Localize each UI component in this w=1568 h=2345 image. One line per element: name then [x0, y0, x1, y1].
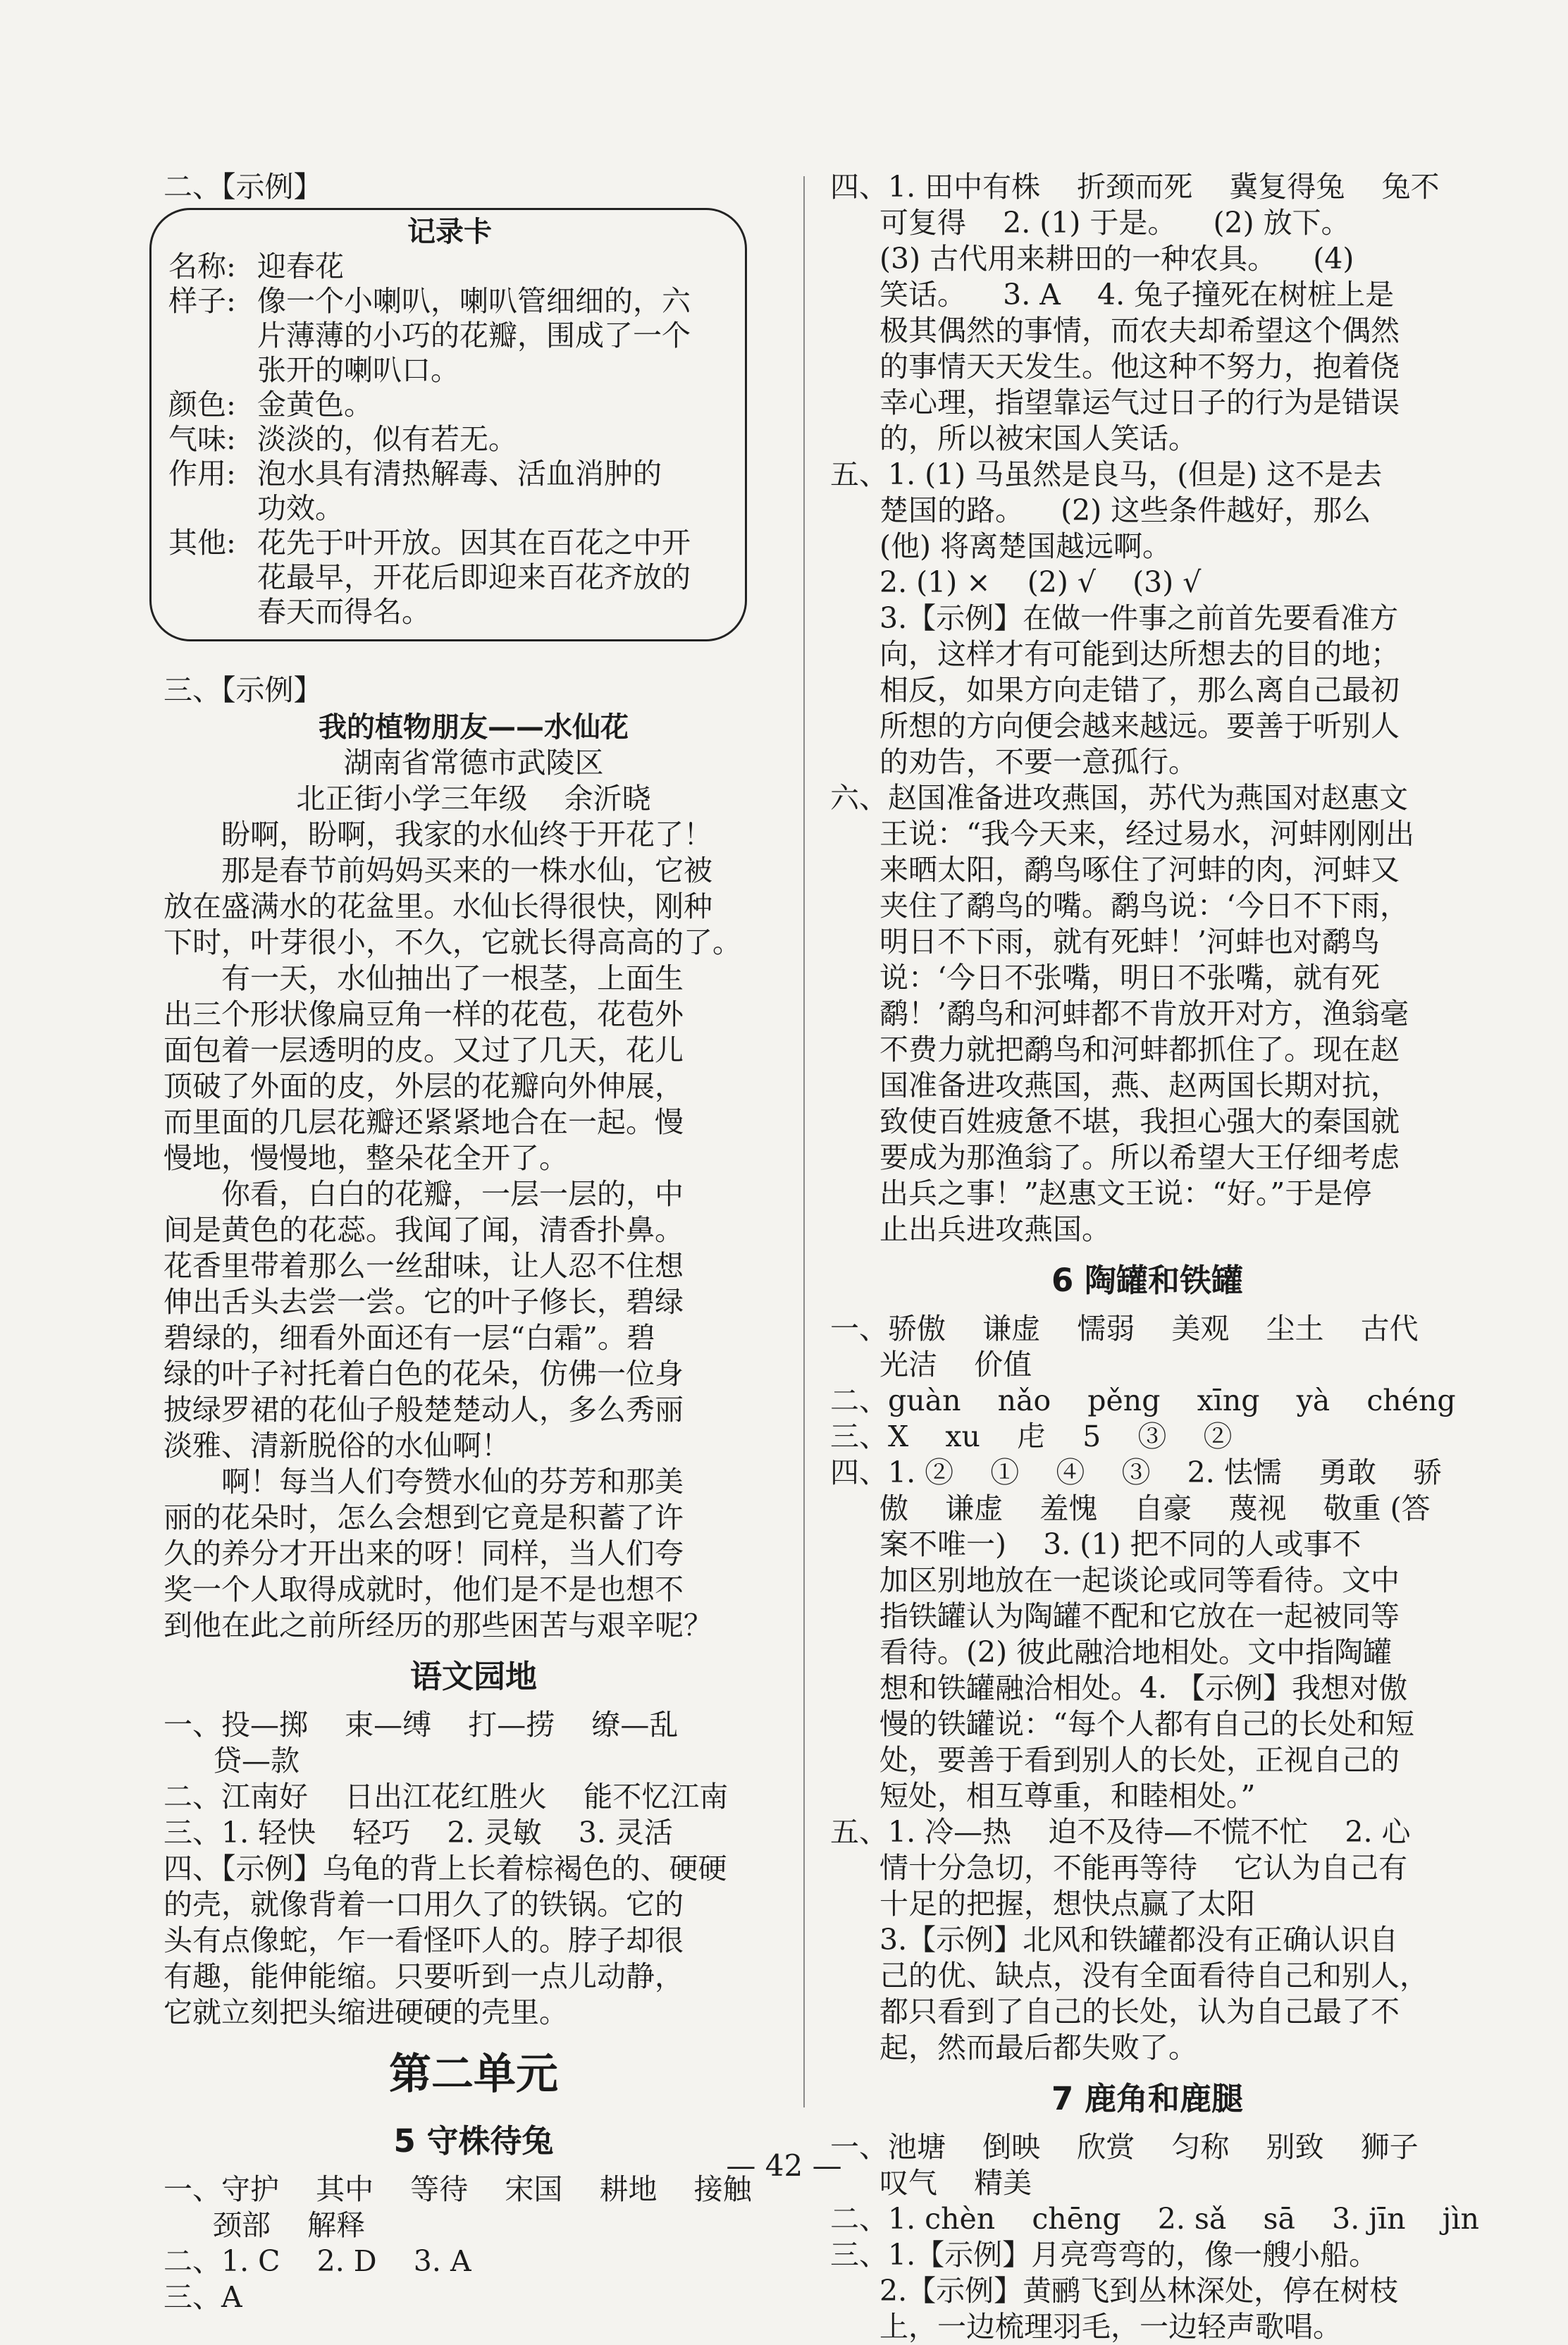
card-value-line: 泡水具有清热解毒、活血消肿的: [257, 457, 662, 491]
answer-line: 指铁罐认为陶罐不配和它放在一起被同等: [879, 1599, 1400, 1633]
unit-title: 第二单元: [389, 2050, 558, 2099]
answer-line: 幸心理，指望靠运气过日子的行为是错误: [879, 386, 1400, 419]
answer-line: 情十分急切，不能再等待 它认为自己有: [879, 1851, 1408, 1885]
card-row: [168, 457, 731, 526]
article-line: 下时，叶芽很小，不久，它就长得高高的了。: [163, 925, 741, 959]
article-line: 你看，白白的花瓣，一层一层的，中: [221, 1177, 684, 1211]
lesson-title: 7 鹿角和鹿腿: [1051, 2080, 1243, 2117]
card-value-line: 功效。: [257, 491, 344, 525]
article-title: 我的植物朋友——水仙花: [319, 711, 629, 744]
answer-line: 处，要善于看到别人的长处，正视自己的: [879, 1743, 1400, 1777]
answer-line: 3.【示例】在做一件事之前首先要看准方: [879, 601, 1399, 635]
answer-line: 三、A: [163, 2280, 242, 2314]
answer-line: 它就立刻把头缩进硬硬的壳里。: [163, 1995, 568, 2029]
article-line: 奖一个人取得成就时，他们是不是也想不: [163, 1572, 684, 1606]
answer-line: 楚国的路。 (2) 这些条件越好，那么: [879, 493, 1371, 527]
card-field-value: [257, 284, 691, 388]
card-field-value: [257, 250, 344, 284]
card-value-line: 像一个小喇叭，喇叭管细细的，六: [257, 284, 691, 318]
answer-line: 所想的方向便会越来越远。要善于听别人: [879, 709, 1400, 743]
answer-line: 二、1. chèn chēng 2. sǎ sā 3. jīn jìn: [830, 2202, 1479, 2236]
answer-line: 二、guàn nǎo pěng xīng yà chéng: [830, 1384, 1456, 1417]
answer-line: 有趣，能伸能缩。只要听到一点儿动静，: [163, 1959, 684, 1993]
answer-line: (他) 将离楚国越远啊。: [879, 529, 1172, 563]
answer-line: 不费力就把鹬鸟和河蚌都抓住了。现在赵: [879, 1033, 1400, 1066]
card-value-line: 花最早，开花后即迎来百花齐放的: [257, 560, 691, 594]
card-value-line: 片薄薄的小巧的花瓣，围成了一个: [257, 319, 691, 352]
section-heading: 三、【示例】: [163, 673, 323, 707]
card-field-value: [257, 388, 373, 422]
article-line: 绿的叶子衬托着白色的花朵，仿佛一位身: [163, 1357, 684, 1391]
answer-line: 六、赵国准备进攻燕国，苏代为燕国对赵惠文: [830, 781, 1408, 815]
column-divider: [803, 176, 805, 2107]
answer-line: 三、X xu 虍 5 ③ ②: [830, 1420, 1233, 1453]
card-value-line: 花先于叶开放。因其在百花之中开: [257, 526, 691, 560]
answer-line: 2. (1) × (2) √ (3) √: [879, 565, 1202, 599]
answer-line: 2.【示例】黄鹂飞到丛林深处，停在树枝: [879, 2274, 1399, 2308]
lesson-title: 5 守株待兔: [393, 2122, 554, 2160]
article-line: 丽的花朵时，怎么会想到它竟是积蓄了许: [163, 1501, 684, 1534]
section-title: 语文园地: [409, 1658, 537, 1695]
answer-line: 慢的铁罐说：“每个人都有自己的长处和短: [879, 1707, 1414, 1741]
card-field-value: [257, 457, 662, 526]
card-field-label: 气味:: [168, 422, 236, 456]
yuwen-answers: [163, 1707, 784, 2031]
card-field-label: 作用:: [168, 457, 236, 491]
card-title: 记录卡: [407, 216, 492, 248]
card-field-label: 颜色:: [168, 388, 236, 421]
answer-line: 案不唯一) 3. (1) 把不同的人或事不: [879, 1527, 1362, 1561]
answer-line: 四、1. ② ① ④ ③ 2. 怯懦 勇敢 骄: [830, 1455, 1443, 1489]
answer-line: 短处，相互尊重，和睦相处。”: [879, 1779, 1256, 1813]
card-rows: [168, 250, 731, 629]
card-row: [168, 526, 731, 629]
answer-line: (3) 古代用来耕田的一种农具。 (4): [879, 242, 1354, 276]
answer-line: 四、1. 田中有株 折颈而死 冀复得兔 兔不: [830, 170, 1440, 204]
card-field-label: 其他:: [168, 526, 236, 560]
answer-line: 一、守护 其中 等待 宋国 耕地 接触: [163, 2172, 752, 2206]
answer-line: 可复得 2. (1) 于是。 (2) 放下。: [879, 206, 1350, 240]
answer-line: 出兵之事！”赵惠文王说：“好。”于是停: [879, 1176, 1372, 1210]
article-line: 面包着一层透明的皮。又过了几天，花儿: [163, 1033, 684, 1067]
article-line: 有一天，水仙抽出了一根茎，上面生: [221, 961, 684, 995]
article-line: 间是黄色的花蕊。我闻了闻，清香扑鼻。: [163, 1213, 684, 1247]
answer-line: 二、1. C 2. D 3. A: [163, 2244, 471, 2278]
article-byline: 湖南省常德市武陵区: [343, 746, 604, 780]
answer-line: 三、1. 轻快 轻巧 2. 灵敏 3. 灵活: [163, 1816, 673, 1849]
article-line: 久的养分才开出来的呀！同样，当人们夸: [163, 1537, 684, 1570]
card-row: [168, 422, 731, 457]
article-line: 顶破了外面的皮，外层的花瓣向外伸展，: [163, 1069, 684, 1103]
card-field-label: 样子:: [168, 284, 236, 318]
lesson5-answers: [163, 2172, 784, 2315]
answer-line: 五、1. (1) 马虽然是良马，(但是) 这不是去: [830, 457, 1383, 491]
answer-line: 三、1.【示例】月亮弯弯的，像一艘小船。: [830, 2238, 1378, 2272]
answer-line: 头有点像蛇，乍一看怪吓人的。脖子却很: [163, 1924, 684, 1957]
answer-line: 极其偶然的事情，而农夫却希望这个偶然: [879, 314, 1400, 347]
answer-line: 己的优、缺点，没有全面看待自己和别人，: [879, 1959, 1428, 1993]
article-line: 啊！每当人们夸赞水仙的芬芳和那美: [221, 1465, 684, 1498]
answer-line: 笑话。 3. A 4. 兔子撞死在树桩上是: [879, 278, 1395, 312]
article-line: 盼啊，盼啊，我家的水仙终于开花了！: [221, 818, 712, 851]
answer-line: 一、池塘 倒映 欣赏 匀称 别致 狮子: [830, 2130, 1419, 2164]
card-value-line: 春天而得名。: [257, 595, 431, 629]
card-field-value: [257, 422, 517, 457]
answer-line: 的壳，就像背着一口用久了的铁锅。它的: [163, 1888, 684, 1921]
card-field-value: [257, 526, 691, 629]
answer-line: 光洁 价值: [879, 1348, 1032, 1381]
answer-line: 上，一边梳理羽毛，一边轻声歌唱。: [879, 2310, 1342, 2344]
article-line: 淡雅、清新脱俗的水仙啊！: [163, 1429, 510, 1463]
answer-line: 傲 谦虚 羞愧 自豪 蔑视 敬重 (答: [879, 1491, 1431, 1525]
article-line: 碧绿的，细看外面还有一层“白霜”。碧: [163, 1321, 655, 1355]
article-line: 而里面的几层花瓣还紧紧地合在一起。慢: [163, 1105, 684, 1139]
lesson5-answers-cont: [830, 169, 1464, 1248]
answer-line: 加区别地放在一起谈论或同等看待。文中: [879, 1563, 1400, 1597]
article-line: 那是春节前妈妈买来的一株水仙，它被: [221, 854, 712, 887]
card-value-line: 金黄色。: [257, 388, 373, 421]
article-line: 慢地，慢慢地，整朵花全开了。: [163, 1141, 568, 1175]
answer-line: 一、骄傲 谦虚 懦弱 美观 尘土 古代: [830, 1312, 1419, 1346]
answer-line: 说：‘今日不张嘴，明日不张嘴，就有死: [879, 961, 1381, 995]
answer-line: 王说：“我今天来，经过易水，河蚌刚刚出: [879, 817, 1414, 851]
lesson6-answers: [830, 1311, 1464, 2066]
answer-line: 都只看到了自己的长处，认为自己最了不: [879, 1995, 1400, 2029]
article-line: 出三个形状像扁豆角一样的花苞，花苞外: [163, 997, 684, 1031]
answer-line: 十足的把握，想快点赢了太阳: [879, 1887, 1255, 1921]
answer-line: 止出兵进攻燕国。: [879, 1212, 1111, 1246]
article-line: 放在盛满水的花盆里。水仙长得很快，刚种: [163, 890, 712, 923]
answer-line: 鹬！’鹬鸟和河蚌都不肯放开对方，渔翁毫: [879, 997, 1409, 1030]
answer-line: 叹气 精美: [879, 2166, 1032, 2200]
answer-line: 要成为那渔翁了。所以希望大王仔细考虑: [879, 1140, 1400, 1174]
card-value-line: 淡淡的，似有若无。: [257, 422, 517, 456]
answer-line: 四、【示例】乌龟的背上长着棕褐色的、硬硬: [163, 1852, 727, 1885]
article-line: 伸出舌头去尝一尝。它的叶子修长，碧绿: [163, 1285, 684, 1319]
answer-line: 致使百姓疲惫不堪，我担心强大的秦国就: [879, 1104, 1400, 1138]
card-row: [168, 250, 731, 284]
article-body: [163, 817, 784, 1644]
article-line: 披绿罗裙的花仙子般楚楚动人，多么秀丽: [163, 1393, 684, 1427]
card-row: [168, 284, 731, 388]
answer-line: 相反，如果方向走错了，那么离自己最初: [879, 673, 1400, 707]
record-card: [149, 208, 747, 641]
answer-line: 国准备进攻燕国，燕、赵两国长期对抗，: [879, 1069, 1400, 1102]
answer-line: 的劝告，不要一意孤行。: [879, 745, 1197, 779]
answer-line: 3.【示例】北风和铁罐都没有正确认识自: [879, 1923, 1399, 1957]
right-column: [830, 169, 1479, 2345]
answer-line: 的事情天天发生。他这种不努力，抱着侥: [879, 350, 1400, 383]
answer-line: 想和铁罐融洽相处。4. 【示例】我想对傲: [879, 1671, 1408, 1705]
answer-line: 一、投—掷 束—缚 打—捞 缭—乱: [163, 1708, 679, 1742]
card-field-label: 名称:: [168, 250, 236, 283]
answer-line: 起，然而最后都失败了。: [879, 2031, 1197, 2064]
card-row: [168, 388, 731, 422]
lesson-title: 6 陶罐和铁罐: [1051, 1262, 1243, 1299]
answer-line: 向，这样才有可能到达所想去的目的地；: [879, 637, 1400, 671]
answer-line: 的，所以被宋国人笑话。: [879, 421, 1197, 455]
article-line: 到他在此之前所经历的那些困苦与艰辛呢？: [163, 1608, 712, 1642]
answer-line: 夹住了鹬鸟的嘴。鹬鸟说：‘今日不下雨，: [879, 889, 1409, 923]
article-line: 花香里带着那么一丝甜味，让人忍不住想: [163, 1249, 684, 1283]
card-value-line: 张开的喇叭口。: [257, 353, 459, 387]
card-value-line: 迎春花: [257, 250, 344, 283]
page-number: — 42 —: [726, 2148, 842, 2183]
answer-line: 二、江南好 日出江花红胜火 能不忆江南: [163, 1780, 729, 1814]
answer-line: 贷—款: [213, 1744, 300, 1778]
answer-line: 来晒太阳，鹬鸟啄住了河蚌的肉，河蚌又: [879, 853, 1400, 887]
answer-line: 颈部 解释: [213, 2208, 366, 2242]
answer-line: 明日不下雨，就有死蚌！’河蚌也对鹬鸟: [879, 925, 1381, 959]
answer-line: 五、1. 冷—热 迫不及待—不慌不忙 2. 心: [830, 1815, 1411, 1849]
section-heading: 二、【示例】: [163, 170, 323, 204]
left-column: [163, 169, 784, 2315]
article-byline: 北正街小学三年级 余沂晓: [296, 782, 651, 815]
answer-line: 看待。(2) 彼此融洽地相处。文中指陶罐: [879, 1635, 1393, 1669]
